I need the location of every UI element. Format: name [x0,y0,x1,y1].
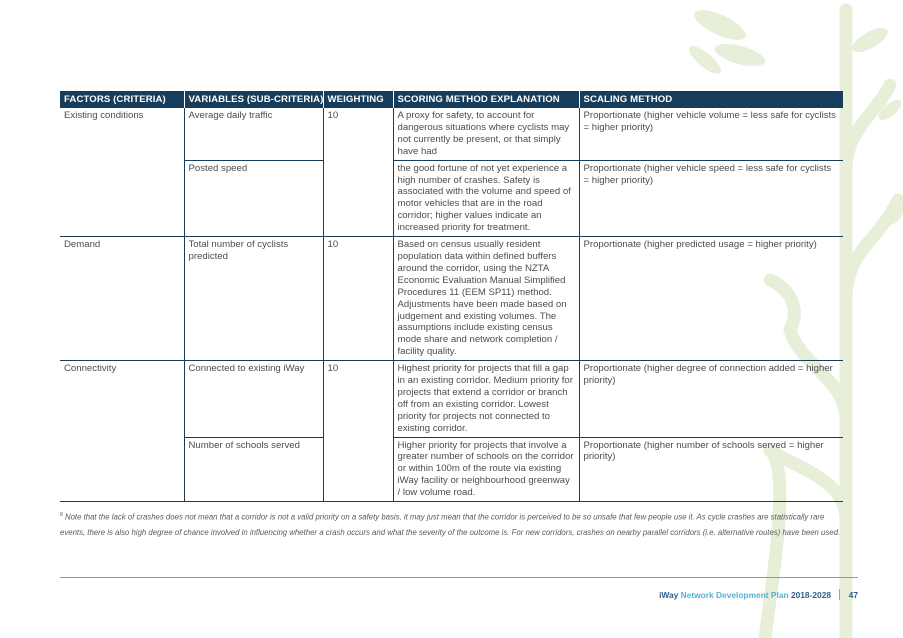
scoring-cell: Highest priority for projects that fill a gap in an existing corridor. Medium priority for projects that extend a corridor or branch off from an existing corridor. Lowest priority for projects not connected to existing corridor. [393,361,579,437]
header-factors: FACTORS (CRITERIA) [60,91,184,108]
footnote [60,508,850,540]
table-row [60,108,843,160]
factor-cell [60,160,184,236]
variable-cell: Total number of cyclists predicted [184,237,323,361]
variable-cell: Number of schools served [184,437,323,502]
table-row [60,437,843,502]
footer-brand: iWay [659,590,679,600]
footer-separator [839,589,840,600]
criteria-table [60,91,843,502]
header-variables: VARIABLES (SUB-CRITERIA) [184,91,323,108]
header-scaling-method: SCALING METHOD [579,91,843,108]
weighting-cell [323,437,393,502]
weighting-cell [323,160,393,236]
factor-cell: Existing conditions [64,110,144,121]
weighting-cell: 10 [323,361,393,437]
scoring-cell: Higher priority for projects that involve a greater number of schools on the corridor or within 100m of the route via existing iWay facility or neighbourhood greenway / low volume road. [393,437,579,502]
variable-cell: Average daily traffic [184,108,323,160]
factor-cell [60,437,184,502]
header-weighting: WEIGHTING [323,91,393,108]
footer-subtitle: Network Development Plan [680,590,789,600]
footnote-text: Note that the lack of crashes does not mean that a corridor is not a valid priority on a safety basis, it may just mean that the corridor is perceived to be so unsafe that few people use it. As cycle crashes are statistically rare events, there is also high degree of chance involved in influencing whether a crash occurs and what the severity of the outcome is. For new corridors, crashes on nearby parallel corridors (i.e. alternative routes) have been used. [60,512,841,537]
table-row [60,361,843,437]
weighting-cell: 10 [323,237,393,361]
footer-years: 2018-2028 [790,590,832,600]
page-number: 47 [848,590,858,600]
variable-cell: Connected to existing iWay [184,361,323,437]
scaling-cell: Proportionate (higher vehicle volume = less safe for cyclists = higher priority) [579,108,843,160]
scaling-cell: Proportionate (higher degree of connection added = higher priority) [579,361,843,437]
footer-divider [60,577,858,578]
page-footer [659,589,858,600]
table-row [60,237,843,361]
scoring-cell: A proxy for safety, to account for dangerous situations where cyclists may not currently be present, or that simply have had [393,108,579,160]
factor-cell: Connectivity [64,363,117,375]
scaling-cell: Proportionate (higher predicted usage = higher priority) [579,237,843,361]
scaling-cell: Proportionate (higher vehicle speed = less safe for cyclists = higher priority) [579,160,843,236]
scaling-cell: Proportionate (higher number of schools served = higher priority) [579,437,843,502]
variable-cell: Posted speed [184,160,323,236]
header-scoring-method: SCORING METHOD EXPLANATION [393,91,579,108]
footnote-marker: 8 [60,512,63,518]
table-row [60,160,843,236]
scoring-cell: Based on census usually resident population data within defined buffers around the corridor, using the NZTA Economic Evaluation Manual Simplified Procedures 11 (EEM SP11) method. Adjustments have been made based on judgement and existing volumes. The assumptions include existing census mode share and network completion / facility quality. [393,237,579,361]
scoring-cell: the good fortune of not yet experience a high number of crashes. Safety is associated with the volume and speed of motor vehicles that are in the road corridor; higher values indicate an increased priority for treatment. [393,160,579,236]
weighting-cell: 10 [323,108,393,160]
table-header-row [60,91,843,108]
factor-cell: Demand [60,237,184,361]
